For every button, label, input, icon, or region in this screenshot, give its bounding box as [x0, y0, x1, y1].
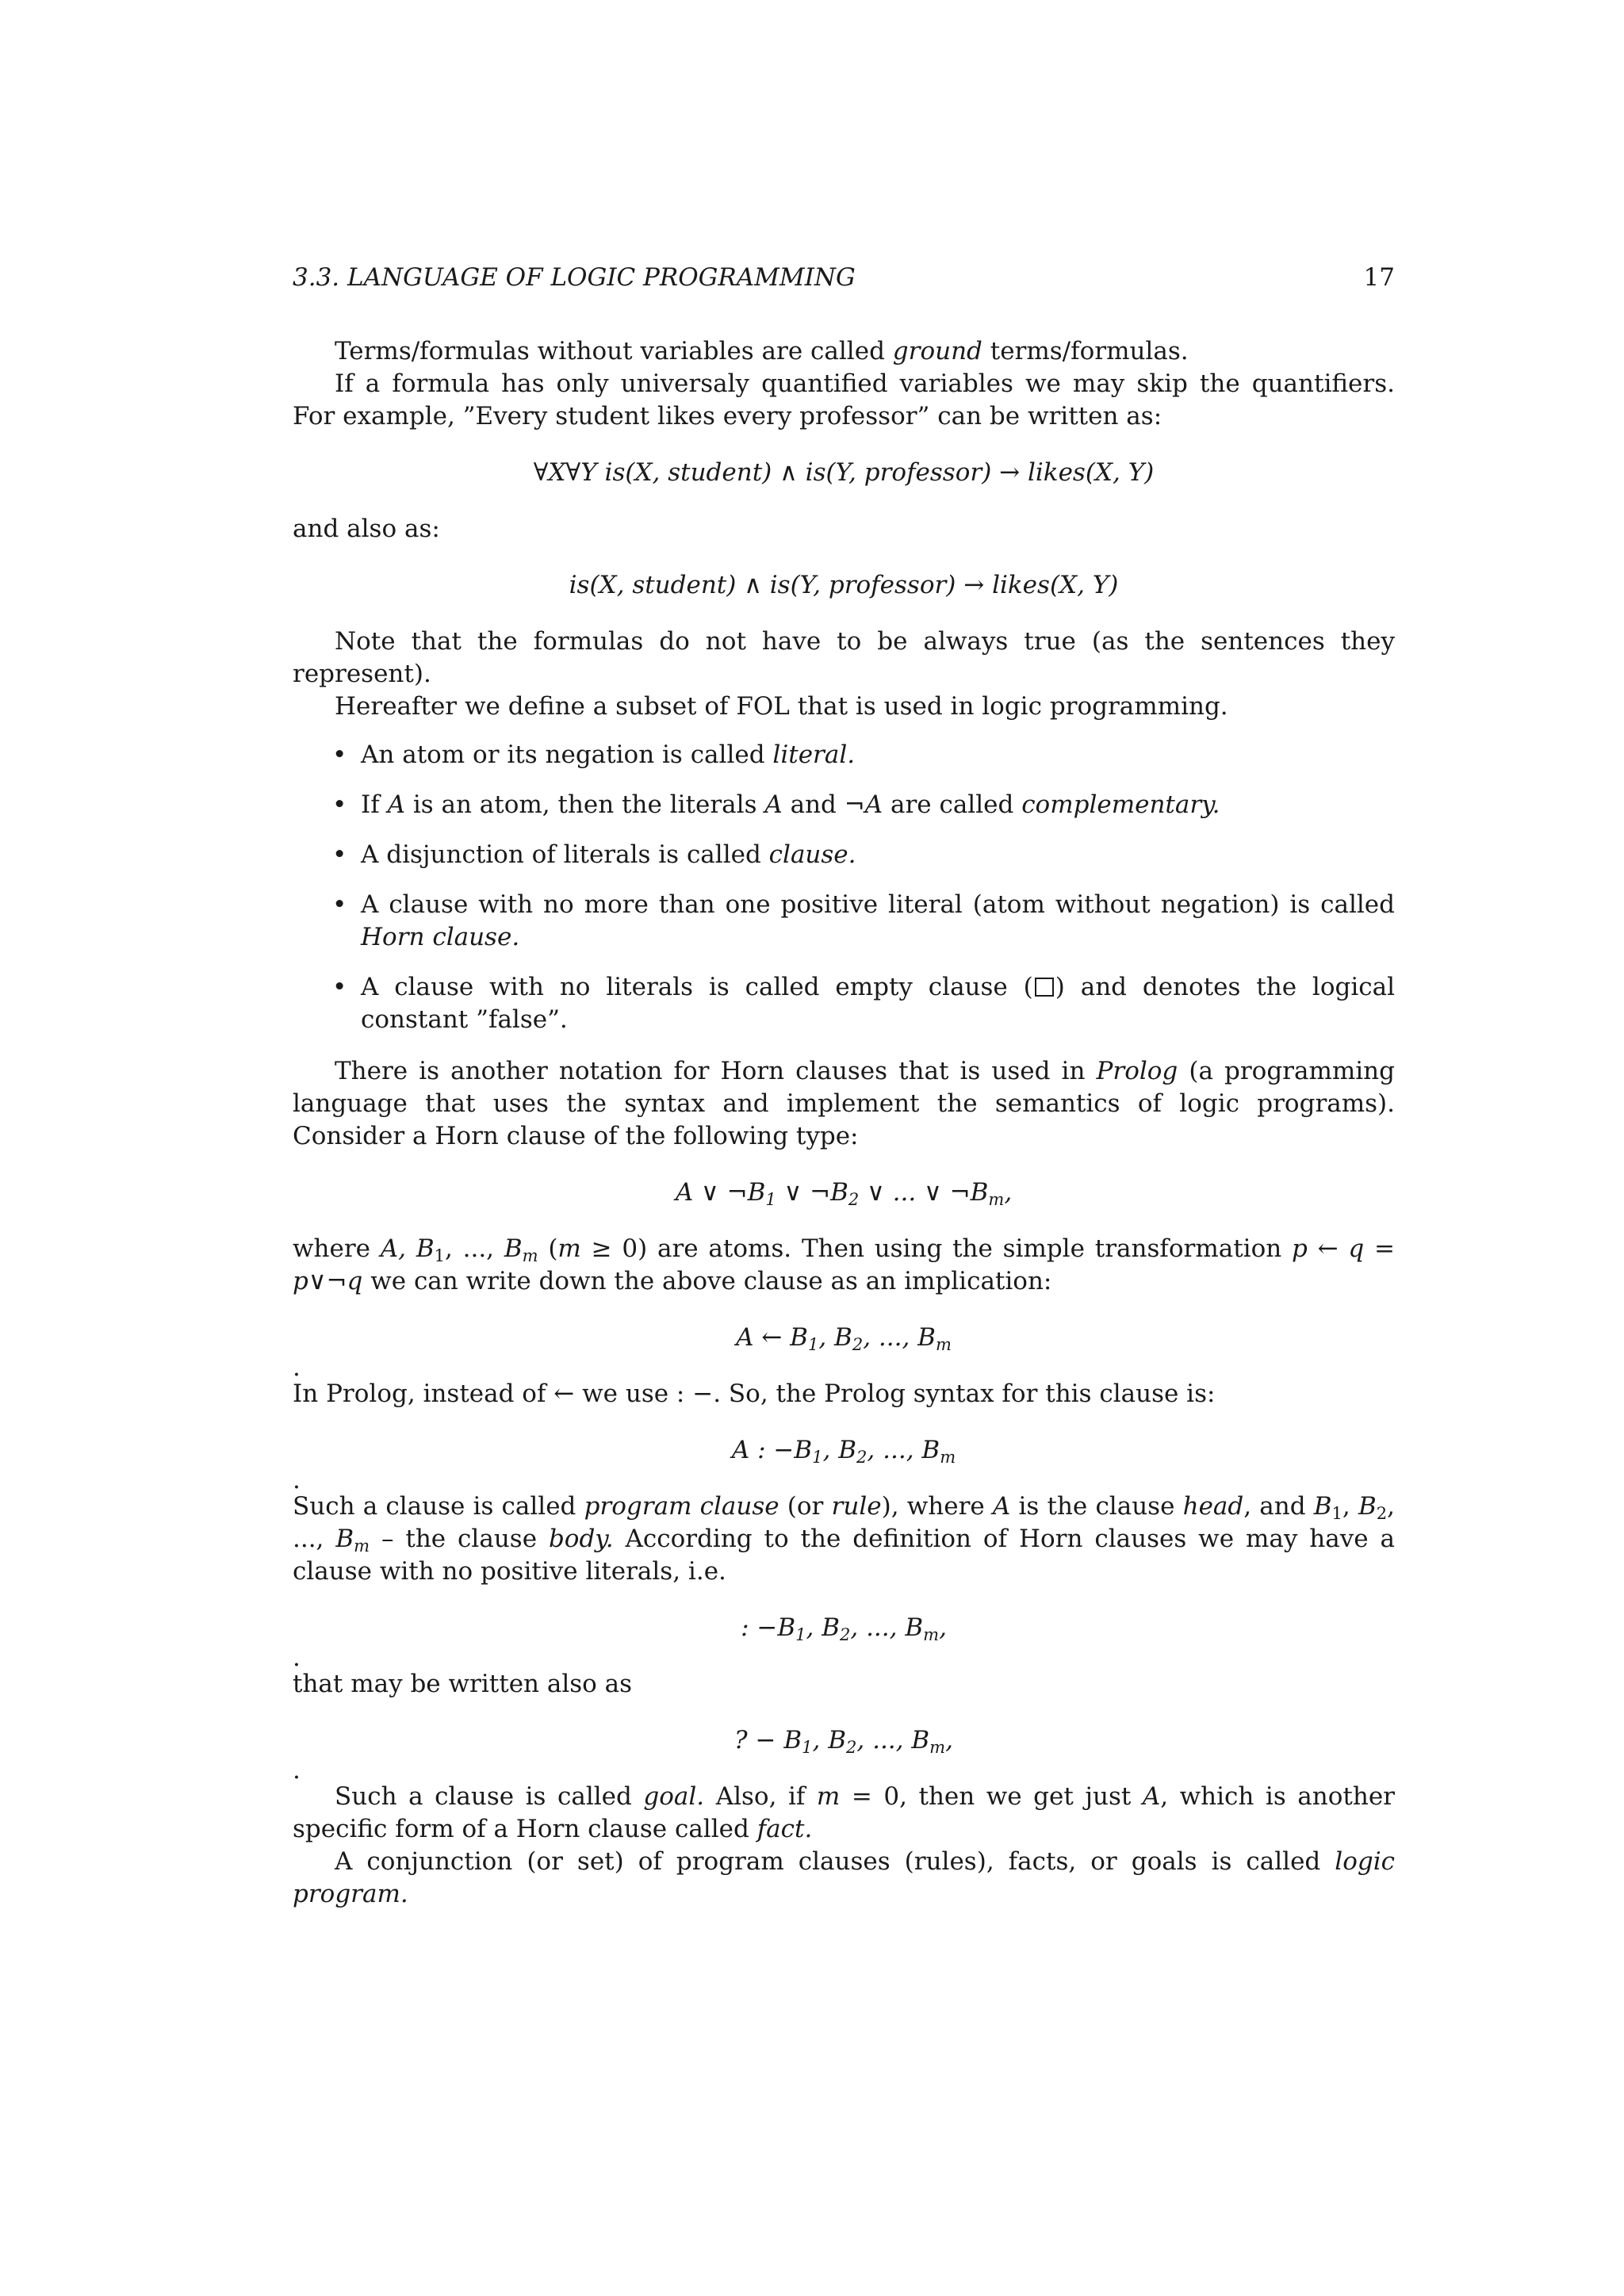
- page-number: 17: [1363, 263, 1395, 292]
- formula-end-dot: .: [293, 1353, 301, 1382]
- formula-unquantified: is(X, student) ∧ is(Y, professor) → likes(X, Y): [569, 571, 1119, 599]
- paragraph-ground-terms: Terms/formulas without variables are called ground terms/formulas.: [335, 337, 1189, 365]
- list-item: • A clause with no more than one positive literal (atom without negation) is called Horn clause.: [332, 890, 1395, 951]
- section-title: 3.3. LANGUAGE OF LOGIC PROGRAMMING: [293, 263, 856, 292]
- formula-end-dot: .: [293, 1466, 301, 1494]
- formula-headless-clause: : $-B_1$, $B_2$, ..., $B_m$,: [741, 1613, 947, 1644]
- formula-end-dot: .: [293, 1644, 301, 1672]
- paragraph-goal: Such a clause is called goal. Also, if m = 0, then we get just A, which is another specific form of a Horn clause called fact.: [293, 1782, 1395, 1843]
- empty-clause-box-icon: [1035, 978, 1054, 997]
- list-item: • If A is an atom, then the literals A and ¬A are called complementary.: [293, 789, 1395, 821]
- paragraph-prolog-notation: There is another notation for Horn clauses that is used in Prolog (a programming language that uses the syntax and implement the semantics of logic programs). Consider a Horn clause of the following type:: [293, 1057, 1395, 1150]
- running-header: [293, 262, 1395, 294]
- bullet-icon: •: [332, 890, 347, 919]
- document-page: [293, 262, 1395, 1911]
- paragraph-atoms: where A, $B_1$, ..., $B_m$ (m ≥ 0) are atoms. Then using the simple transformation p ← q = p∨¬q we can write down the above clause as an implication:: [293, 1234, 1395, 1295]
- formula-query: ? − $B_1$, $B_2$, ..., $B_m$,: [734, 1726, 953, 1757]
- bullet-icon: •: [332, 740, 347, 769]
- paragraph-program-clause: Such a clause is called program clause (or rule), where A is the clause head, and $B_1$, $B_2$, ..., $B_m$ – the clause body. According to the definition of Horn clauses we may have a clause with no positive literals, i.e.: [293, 1492, 1395, 1586]
- paragraph-written-also: that may be written also as: [293, 1670, 633, 1698]
- formula-end-dot: .: [293, 1756, 301, 1785]
- formula-horn-disjunction: A ∨ $\neg B_1$ ∨ $\neg B_2$ ∨ ... ∨ $\neg B_m$,: [675, 1178, 1013, 1209]
- bullet-icon: •: [332, 790, 347, 819]
- list-item: • A disjunction of literals is called clause.: [293, 839, 1395, 871]
- paragraph-note: Note that the formulas do not have to be always true (as the sentences they represent).: [293, 627, 1395, 688]
- list-item: • A clause with no literals is called empty clause ( ) and denotes the logical constant ”false”.: [332, 973, 1395, 1034]
- definitions-list: [293, 739, 1395, 1036]
- paragraph-quantifiers: If a formula has only universaly quantified variables we may skip the quantifiers. For example, ”Every student likes every professor” can be written as:: [293, 369, 1395, 430]
- bullet-icon: •: [332, 973, 347, 1001]
- paragraph-and-also: and also as:: [293, 515, 440, 543]
- formula-implication: A ← $B_1$, $B_2$, ..., $B_m$: [736, 1323, 952, 1354]
- list-item: • An atom or its negation is called literal.: [293, 739, 1395, 771]
- paragraph-hereafter: Hereafter we define a subset of FOL that is used in logic programming.: [335, 692, 1228, 721]
- formula-quantified: ∀X∀Y is(X, student) ∧ is(Y, professor) → likes(X, Y): [533, 458, 1155, 487]
- paragraph-logic-program: A conjunction (or set) of program clauses (rules), facts, or goals is called logic program.: [293, 1847, 1395, 1908]
- paragraph-prolog-syntax: In Prolog, instead of ← we use : −. So, the Prolog syntax for this clause is:: [293, 1380, 1216, 1408]
- formula-prolog-rule: A : $-B_1$, $B_2$, ..., $B_m$: [731, 1436, 956, 1467]
- bullet-icon: •: [332, 840, 347, 869]
